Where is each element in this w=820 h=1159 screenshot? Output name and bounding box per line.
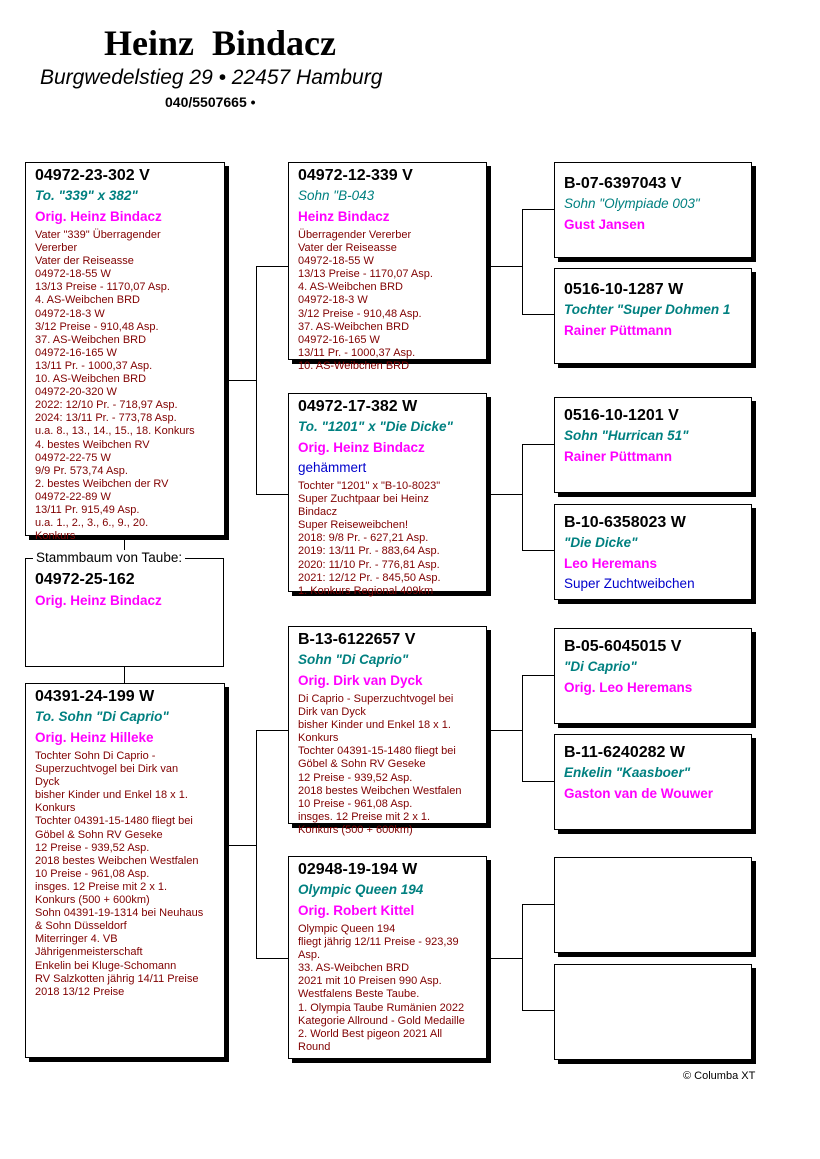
mf-breeder: Orig. Dirk van Dyck [298,673,423,688]
father-breeder: Orig. Heinz Bindacz [35,209,162,224]
fmm-description: "Die Dicke" [564,535,638,550]
fmm-card[interactable] [554,504,752,600]
mm-description: Olympic Queen 194 [298,882,424,897]
mother-description: To. Sohn "Di Caprio" [35,709,169,724]
ffm-description: Tochter "Super Dohmen 1 [564,302,731,317]
fmf-breeder: Rainer Püttmann [564,449,673,464]
connector-line [490,266,522,267]
ff-notes: Überragender Vererber Vater der Reiseasse 04972-18-55 W 13/13 Preise - 1170,07 Asp. 4. AS-Weibchen BRD 04972-18-3 W 3/12 Preise - 910,48 Asp. 37. AS-Weibchen BRD 04972-16-165 W 13/11 Pr. - 1000,37 Asp. 10. AS-Weibchen BRD [298,229,433,372]
ff-card[interactable] [288,162,487,372]
connector-line [522,781,554,782]
mm-ring-number: 02948-19-194 W [298,861,418,878]
connector-line [490,494,522,495]
connector-line [256,730,257,959]
connector-line [256,958,288,959]
fmf-description: Sohn "Hurrican 51" [564,428,689,443]
mf-notes: Di Caprio - Superzuchtvogel bei Dirk van Dyck bisher Kinder und Enkel 18 x 1. Konkurs Tochter 04391-15-1480 fliegt bei Göbel & Sohn RV Geseke 12 Preise - 939,52 Asp. 2018 bestes Weibchen Westfalen 10 Preise - 961,08 Asp. insges. 12 Preise mit 2 x 1. Konkurs (500 + 600km) [298,693,462,836]
subject-breeder: Orig. Heinz Bindacz [35,593,162,608]
mother-breeder: Orig. Heinz Hilleke [35,730,154,745]
mfm-description: Enkelin "Kaasboer" [564,765,691,780]
father-notes: Vater "339" Überragender Vererber Vater der Reiseasse 04972-18-55 W 13/13 Preise - 1170,07 Asp. 4. AS-Weibchen BRD 04972-18-3 W 3/12 Preise - 910,48 Asp. 37. AS-Weibchen BRD 04972-16-165 W 13/11 Pr. - 1000,37 Asp. 10. AS-Weibchen BRD 04972-20-320 W 2022: 12/10 Pr. - 718,97 Asp. 2024: 13/11 Pr. - 773,78 Asp. u.a. 8., 13., 14., 15., 18. Konkurs 4. bestes Weibchen RV 04972-22-75 W 9/9 Pr. 573,74 Asp. 2. bestes Weibchen der RV 04972-22-89 W 13/11 Pr. 915,49 Asp. u.a. 1., 2., 3., 6., 9., 20. Konkurs [35,229,195,543]
owner-address: Burgwedelstieg 29 • 22457 Hamburg [40,66,383,89]
ffm-ring-number: 0516-10-1287 W [564,281,684,298]
fm-ring-number: 04972-17-382 W [298,398,418,415]
subject-caption: Stammbaum von Taube: [33,550,185,565]
mff-ring-number: B-05-6045015 V [564,638,682,655]
mmm-card-empty[interactable] [554,964,752,1060]
connector-line [228,380,256,381]
copyright-footer: © Columba XT [683,1070,756,1082]
connector-line [522,444,554,445]
mmf-card-empty[interactable] [554,857,752,953]
owner-name: Heinz Bindacz [104,23,336,63]
mff-description: "Di Caprio" [564,659,637,674]
father-card[interactable] [25,162,225,543]
mm-card[interactable] [288,856,487,1059]
mother-card[interactable] [25,683,225,1058]
connector-line [522,314,554,315]
connector-line [522,675,523,782]
fmf-card[interactable] [554,397,752,493]
ff-ring-number: 04972-12-339 V [298,167,413,184]
mm-breeder: Orig. Robert Kittel [298,903,415,918]
ffm-breeder: Rainer Püttmann [564,323,673,338]
connector-line [124,667,125,683]
connector-line [256,494,288,495]
connector-line [256,266,257,495]
connector-line [490,958,522,959]
ff-breeder: Heinz Bindacz [298,209,390,224]
subject-card[interactable] [25,558,224,667]
connector-line [228,845,256,846]
mother-ring-number: 04391-24-199 W [35,688,155,705]
fm-notes: Tochter "1201" x "B-10-8023" Super Zuchtpaar bei Heinz Bindacz Super Reiseweibchen! 2018: 9/8 Pr. - 627,21 Asp. 2019: 13/11 Pr. - 883,64 Asp. 2020: 11/10 Pr. - 776,81 Asp. 2021: 12/12 Pr. - 845,50 Asp. 1. Konkurs Regional 409km [298,480,441,597]
fff-card[interactable] [554,162,752,258]
subject-ring-number: 04972-25-162 [35,571,135,588]
connector-line [522,904,523,1011]
connector-line [256,730,288,731]
mf-description: Sohn "Di Caprio" [298,652,409,667]
connector-line [522,550,554,551]
mff-breeder: Orig. Leo Heremans [564,680,693,695]
fff-breeder: Gust Jansen [564,217,646,232]
connector-line [490,730,522,731]
fff-description: Sohn "Olympiade 003" [564,196,700,211]
mf-card[interactable] [288,626,487,836]
fmm-breeder: Leo Heremans [564,556,658,571]
fmf-ring-number: 0516-10-1201 V [564,407,679,424]
fm-breeder: Orig. Heinz Bindacz [298,440,425,455]
mother-notes: Tochter Sohn Di Caprio - Superzuchtvogel bei Dirk van Dyck bisher Kinder und Enkel 18 x 1. Konkurs Tochter 04391-15-1480 fliegt bei Göbel & Sohn RV Geseke 12 Preise - 939,52 Asp. 2018 bestes Weibchen Westfalen 10 Preise - 961,08 Asp. insges. 12 Preise mit 2 x 1. Konkurs (500 + 600km) Sohn 04391-19-1314 bei Neuhaus & Sohn Düsseldorf Miterringer 4. VB Jährigenmeisterschaft Enkelin bei Kluge-Schomann RV Salzkotten jährig 14/11 Preise 2018 13/12 Preise [35,750,204,998]
connector-line [522,904,554,905]
mm-notes: Olympic Queen 194 fliegt jährig 12/11 Preise - 923,39 Asp. 33. AS-Weibchen BRD 2021 mit 10 Preisen 990 Asp. Westfalens Beste Taube. 1. Olympia Taube Rumänien 2022 Kategorie Allround - Gold Medaille 2. World Best pigeon 2021 All Round [298,923,465,1053]
connector-line [522,209,523,315]
mff-card[interactable] [554,628,752,724]
ff-description: Sohn "B-043 [298,188,375,203]
mfm-breeder: Gaston van de Wouwer [564,786,714,801]
fff-ring-number: B-07-6397043 V [564,175,682,192]
father-description: To. "339" x 382" [35,188,138,203]
mfm-ring-number: B-11-6240282 W [564,744,685,761]
fmm-extra-note: Super Zuchtweibchen [564,576,695,591]
fm-description: To. "1201" x "Die Dicke" [298,419,453,434]
connector-line [256,266,288,267]
father-ring-number: 04972-23-302 V [35,167,150,184]
owner-phone: 040/5507665 • [165,94,256,110]
fmm-ring-number: B-10-6358023 W [564,514,686,531]
connector-line [522,1010,554,1011]
fm-color: gehämmert [298,460,367,475]
fm-card[interactable] [288,393,487,597]
mf-ring-number: B-13-6122657 V [298,631,416,648]
connector-line [522,444,523,551]
connector-line [522,675,554,676]
ffm-card[interactable] [554,268,752,364]
connector-line [522,209,554,210]
mfm-card[interactable] [554,734,752,830]
